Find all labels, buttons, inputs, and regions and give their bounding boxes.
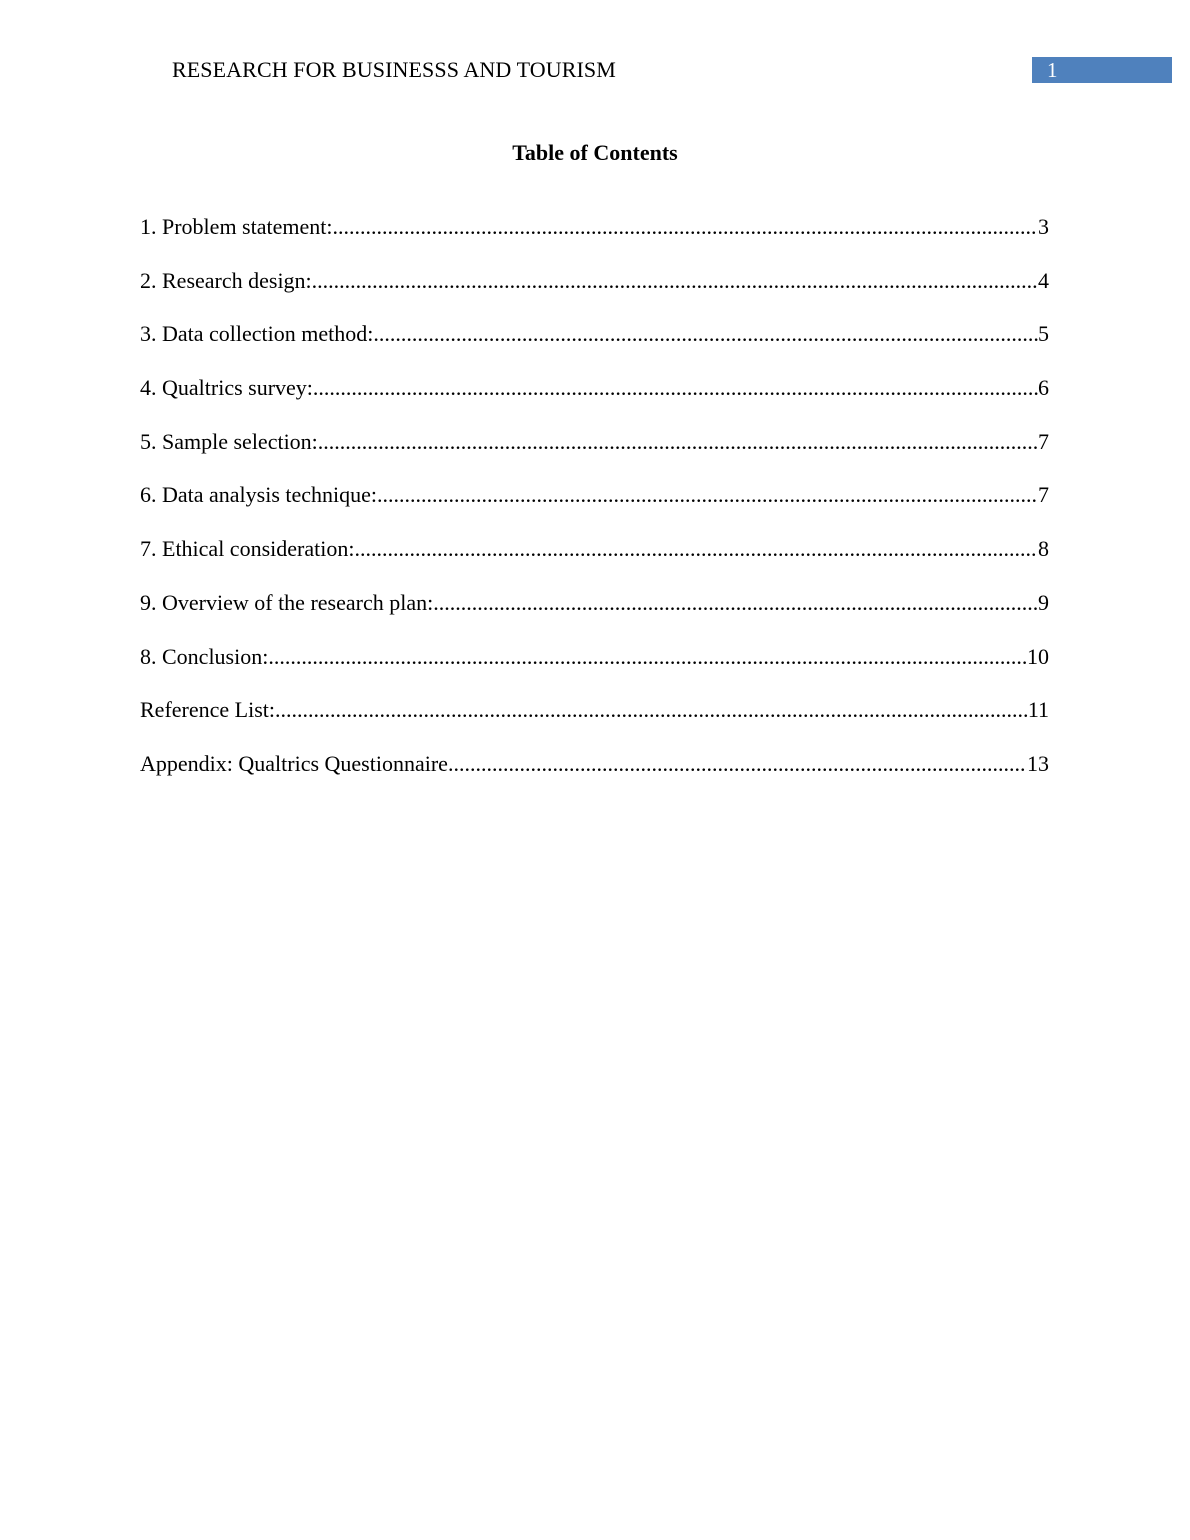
toc-entry-label: 5. Sample selection: [140,428,318,454]
toc-entry-label: 1. Problem statement: [140,214,333,239]
page-number-box [1032,57,1172,83]
toc-entry-sample-selection[interactable] [140,427,1049,481]
toc-entry-label: 3. Data collection method: [140,321,374,347]
toc-entry-label: Reference List: [140,697,275,723]
toc-entry-page: 7 [1038,428,1049,454]
toc-entry-label: 9. Overview of the research plan: [140,589,434,615]
toc-entry-page: 13 [1027,750,1049,776]
toc-entry-reference-list[interactable] [140,695,1049,749]
toc-dot-leader [268,642,1027,672]
toc-dot-leader [354,534,1038,564]
toc-entry-page: 5 [1038,321,1049,347]
toc-dot-leader [275,695,1028,725]
toc-entry-page: 7 [1038,482,1049,508]
toc-entry-page: 8 [1038,536,1049,562]
toc-dot-leader [318,427,1038,457]
toc-entry-data-analysis-technique[interactable] [140,480,1049,534]
toc-entry-label: 8. Conclusion: [140,643,269,669]
toc-heading: Table of Contents [512,140,678,165]
toc-dot-leader [373,319,1038,349]
toc-entry-label: 4. Qualtrics survey: [140,375,313,401]
toc-entry-page: 6 [1038,375,1049,401]
toc-entry-research-design[interactable] [140,266,1049,320]
toc-dot-leader [312,266,1038,296]
toc-entry-appendix[interactable] [140,749,1049,803]
toc-dot-leader [377,480,1038,510]
toc-entry-page: 3 [1038,214,1049,239]
toc-entry-label: Appendix: Qualtrics Questionnaire [140,750,448,776]
toc-entry-page: 9 [1038,589,1049,615]
page-number: 1 [1047,58,1058,82]
toc-entry-qualtrics-survey[interactable] [140,373,1049,427]
toc-entry-problem-statement[interactable] [140,212,1049,266]
running-header-title: RESEARCH FOR BUSINESSS AND TOURISM [172,57,616,82]
toc-entry-overview-research-plan[interactable] [140,588,1049,642]
toc-dot-leader [313,373,1038,403]
toc-entry-label: 2. Research design: [140,267,312,293]
toc-entry-label: 6. Data analysis technique: [140,482,378,508]
toc-dot-leader [332,212,1038,242]
toc-dot-leader [433,588,1038,618]
toc-dot-leader [448,749,1027,779]
toc-list [140,212,1049,803]
toc-entry-page: 11 [1027,697,1049,723]
toc-entry-label: 7. Ethical consideration: [140,536,355,562]
toc-entry-data-collection-method[interactable] [140,319,1049,373]
toc-entry-page: 4 [1038,267,1049,293]
toc-entry-ethical-consideration[interactable] [140,534,1049,588]
toc-entry-page: 10 [1027,643,1049,669]
toc-entry-conclusion[interactable] [140,642,1049,696]
